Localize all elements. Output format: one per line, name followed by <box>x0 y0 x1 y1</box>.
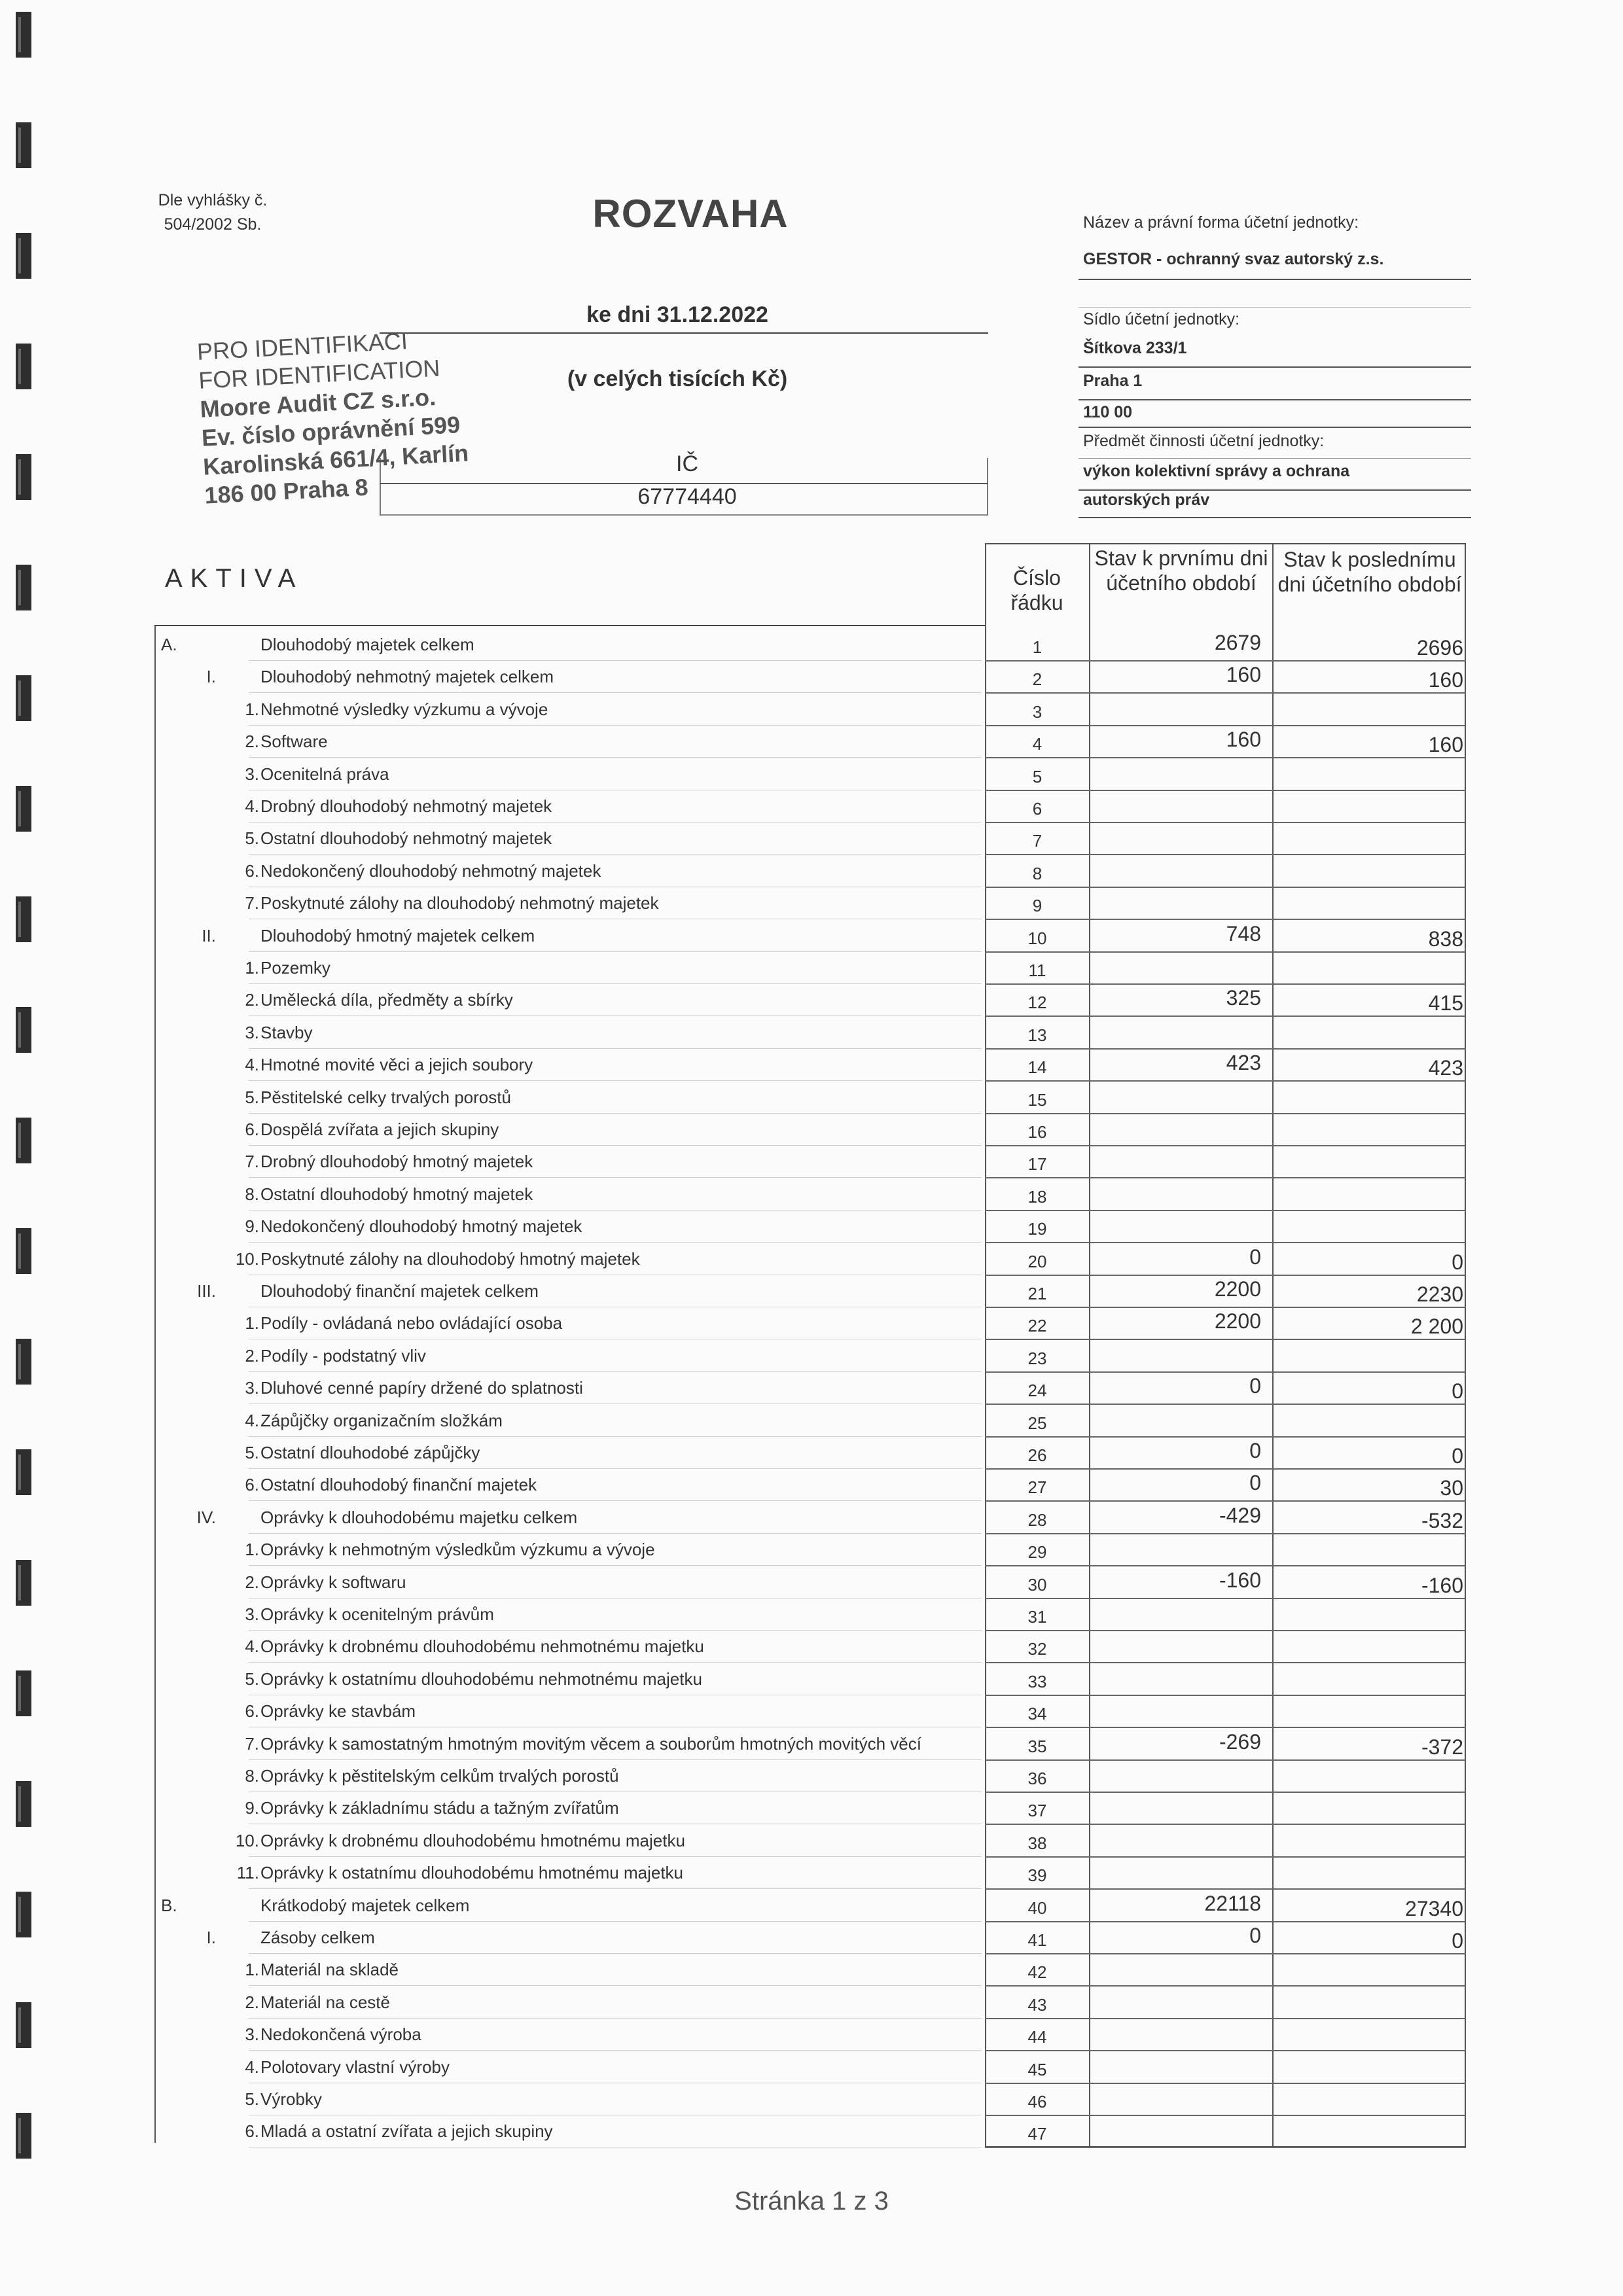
row-label: Krátkodobý majetek celkem <box>260 1895 470 1915</box>
row-label: Oprávky k dlouhodobému majetku celkem <box>260 1507 578 1527</box>
row-label: Dluhové cenné papíry držené do splatnosti <box>260 1378 583 1398</box>
table-row <box>0 1050 1623 1082</box>
row-mark: 6. <box>245 1120 259 1139</box>
binder-hole <box>16 344 31 389</box>
row-mark: IV. <box>196 1507 216 1527</box>
value-last-day: -160 <box>1421 1573 1463 1597</box>
value-last-day: -532 <box>1421 1508 1463 1532</box>
row-mark: 6. <box>245 860 259 881</box>
row-number: 40 <box>1027 1898 1047 1918</box>
value-first-day: 0 <box>1249 1245 1261 1269</box>
table-row <box>0 1858 1623 1890</box>
binder-hole <box>16 454 31 500</box>
table-row <box>0 2019 1623 2051</box>
row-divider <box>249 660 982 661</box>
row-label: Hmotné movité věci a jejich soubory <box>260 1055 533 1075</box>
value-first-day: 160 <box>1226 728 1261 752</box>
table-row <box>0 1954 1623 1987</box>
row-number: 35 <box>1027 1736 1047 1756</box>
row-mark: 1. <box>245 699 259 719</box>
table-row <box>0 1470 1623 1502</box>
value-last-day: 160 <box>1428 668 1463 692</box>
row-label: Mladá a ostatní zvířata a jejich skupiny <box>260 2121 553 2142</box>
value-last-day: 423 <box>1428 1056 1463 1080</box>
row-mark: 6. <box>245 1701 259 1722</box>
row-label: Zásoby celkem <box>260 1928 375 1947</box>
row-number: 34 <box>1027 1704 1047 1724</box>
row-number: 38 <box>1027 1833 1047 1853</box>
entity-name: GESTOR - ochranný svaz autorský z.s. <box>1083 250 1384 268</box>
table-row <box>0 1922 1623 1954</box>
table-row <box>0 1729 1623 1761</box>
row-mark: 4. <box>245 2057 259 2077</box>
table-row <box>0 1179 1623 1211</box>
col-header-last-day: Stav k poslednímu dni účetního období <box>1277 548 1462 596</box>
row-label: Ostatní dlouhodobý finanční majetek <box>260 1475 537 1495</box>
row-label: Oprávky ke stavbám <box>260 1701 416 1722</box>
row-number: 21 <box>1027 1284 1047 1303</box>
row-label: Oprávky k ostatnímu dlouhodobému hmotnému majetku <box>260 1863 684 1883</box>
binder-hole <box>16 565 31 610</box>
table-row <box>0 1826 1623 1858</box>
table-row <box>0 694 1623 726</box>
row-mark: 3. <box>245 2024 259 2045</box>
table-row <box>0 921 1623 953</box>
binder-hole <box>16 12 31 58</box>
row-number: 5 <box>1032 766 1043 786</box>
row-number: 17 <box>1027 1154 1047 1174</box>
row-divider <box>249 2018 982 2019</box>
col-header-row-number: Číslo řádku <box>1010 566 1063 614</box>
row-number: 28 <box>1027 1510 1047 1530</box>
row-number: 32 <box>1027 1639 1047 1659</box>
table-row <box>0 1341 1623 1373</box>
row-mark: 3. <box>245 1604 259 1624</box>
row-divider <box>249 1468 982 1469</box>
row-label: Oprávky k ocenitelným právům <box>260 1604 494 1624</box>
row-number: 14 <box>1027 1057 1047 1078</box>
row-mark: I. <box>206 667 216 687</box>
row-mark: II. <box>202 925 216 945</box>
row-label: Materiál na skladě <box>260 1960 399 1980</box>
row-mark: 4. <box>245 796 259 816</box>
value-first-day: 0 <box>1249 1924 1261 1947</box>
table-row <box>0 759 1623 791</box>
table-row <box>0 1890 1623 1922</box>
row-number: 2 <box>1032 669 1043 690</box>
stamp-line: Moore Audit CZ s.r.o. <box>199 383 437 423</box>
row-mark: 4. <box>245 1055 259 1075</box>
row-divider <box>249 757 982 758</box>
row-mark: 5. <box>245 1669 259 1689</box>
row-label: Nedokončená výroba <box>260 2024 421 2045</box>
table-row <box>0 953 1623 985</box>
table-row <box>0 1405 1623 1438</box>
row-number: 13 <box>1027 1025 1047 1045</box>
divider <box>1079 427 1471 428</box>
row-number: 16 <box>1027 1122 1047 1142</box>
row-number: 26 <box>1027 1445 1047 1465</box>
row-label: Poskytnuté zálohy na dlouhodobý hmotný majetek <box>260 1248 640 1269</box>
row-number: 44 <box>1027 2027 1047 2047</box>
row-number: 31 <box>1027 1607 1047 1627</box>
row-divider <box>249 1630 982 1631</box>
row-mark: 1. <box>245 1540 259 1560</box>
value-last-day: 838 <box>1428 927 1463 951</box>
value-last-day: 415 <box>1428 991 1463 1016</box>
row-divider <box>249 1662 982 1663</box>
row-label: Dlouhodobý finanční majetek celkem <box>260 1281 539 1301</box>
stamp-line: PRO IDENTIFIKACI <box>196 327 408 365</box>
value-first-day: 2200 <box>1214 1309 1261 1333</box>
row-divider <box>249 1371 982 1372</box>
col-header-first-day: Stav k prvnímu dni účetního období <box>1094 546 1268 595</box>
table-row <box>0 985 1623 1017</box>
value-first-day: 0 <box>1249 1471 1261 1495</box>
row-divider <box>249 854 982 855</box>
ic-label: IČ <box>676 451 698 476</box>
row-number: 33 <box>1027 1671 1047 1691</box>
row-divider <box>249 1533 982 1534</box>
stamp-line: FOR IDENTIFICATION <box>198 354 441 394</box>
row-label: Oprávky k samostatným hmotným movitým věcem a souborům hmotných movitých věcí <box>260 1733 921 1754</box>
row-mark: B. <box>161 1895 177 1915</box>
row-number: 42 <box>1027 1962 1047 1983</box>
row-label: Dospělá zvířata a jejich skupiny <box>260 1120 499 1139</box>
table-row <box>0 629 1623 662</box>
row-mark: 10. <box>235 1248 259 1269</box>
value-first-day: 160 <box>1226 663 1261 687</box>
row-number: 12 <box>1027 993 1047 1013</box>
row-label: Oprávky k ostatnímu dlouhodobému nehmotnému majetku <box>260 1669 702 1689</box>
table-row <box>0 791 1623 823</box>
row-mark: 4. <box>245 1410 259 1430</box>
row-label: Oprávky k drobnému dlouhodobému hmotnému majetku <box>260 1830 685 1850</box>
value-first-day: 0 <box>1249 1374 1261 1398</box>
seat-zip: 110 00 <box>1083 403 1133 421</box>
row-label: Drobný dlouhodobý hmotný majetek <box>260 1152 533 1172</box>
table-row <box>0 1017 1623 1050</box>
table-row <box>0 1211 1623 1243</box>
stamp-line: 186 00 Praha 8 <box>204 473 369 509</box>
section-title: AKTIVA <box>165 564 304 593</box>
row-number: 47 <box>1027 2124 1047 2144</box>
table-row <box>0 1438 1623 1470</box>
seat-label: Sídlo účetní jednotky: <box>1083 310 1240 328</box>
row-number: 30 <box>1027 1574 1047 1595</box>
row-label: Polotovary vlastní výroby <box>260 2057 450 2077</box>
row-mark: 11. <box>236 1863 259 1883</box>
row-mark: 7. <box>245 1733 259 1754</box>
row-divider <box>249 1113 982 1114</box>
table-row <box>0 1761 1623 1793</box>
audit-stamp <box>196 322 506 510</box>
row-number: 8 <box>1032 863 1043 883</box>
table-row <box>0 856 1623 888</box>
table-row <box>0 1502 1623 1534</box>
units-note: (v celých tisících Kč) <box>567 366 788 391</box>
table-row <box>0 1793 1623 1825</box>
row-number: 36 <box>1027 1769 1047 1788</box>
row-label: Pěstitelské celky trvalých porostů <box>260 1087 511 1107</box>
row-number: 10 <box>1027 928 1047 948</box>
divider <box>1079 366 1471 368</box>
row-number: 27 <box>1027 1477 1047 1498</box>
row-label: Dlouhodobý hmotný majetek celkem <box>260 925 535 945</box>
row-label: Software <box>260 732 328 752</box>
row-label: Oprávky k nehmotným výsledkům výzkumu a vývoje <box>260 1540 655 1560</box>
row-label: Oprávky k softwaru <box>260 1572 406 1592</box>
row-number: 6 <box>1032 799 1043 819</box>
value-last-day: 2696 <box>1416 636 1463 660</box>
divider <box>1079 517 1471 518</box>
row-divider <box>249 1145 982 1146</box>
table-row <box>0 1567 1623 1599</box>
row-mark: 1. <box>245 1960 259 1980</box>
row-mark: III. <box>197 1281 216 1301</box>
table-row <box>0 1082 1623 1114</box>
activity-line: autorských práv <box>1083 491 1210 509</box>
row-mark: 2. <box>245 1572 259 1592</box>
row-divider <box>249 692 982 693</box>
row-label: Nedokončený dlouhodobý hmotný majetek <box>260 1216 582 1237</box>
balance-date: ke dni 31.12.2022 <box>586 302 768 327</box>
row-label: Poskytnuté zálohy na dlouhodobý nehmotný majetek <box>260 893 659 913</box>
row-divider <box>249 1759 982 1760</box>
table-top-border <box>154 625 986 626</box>
table-row <box>0 1631 1623 1663</box>
row-number: 39 <box>1027 1865 1047 1886</box>
row-label: Stavby <box>260 1022 313 1042</box>
row-divider <box>249 1500 982 1501</box>
value-first-day: 0 <box>1249 1439 1261 1462</box>
row-mark: 3. <box>245 1378 259 1398</box>
divider <box>1079 399 1471 400</box>
row-number: 37 <box>1027 1801 1047 1821</box>
row-number: 1 <box>1032 637 1043 657</box>
table-row <box>0 1987 1623 2019</box>
row-divider <box>249 1953 982 1954</box>
page-number: Stránka 1 z 3 <box>734 2187 889 2216</box>
row-mark: 2. <box>245 1345 259 1366</box>
row-mark: 5. <box>245 1443 259 1462</box>
row-number: 45 <box>1027 2059 1047 2079</box>
row-label: Nedokončený dlouhodobý nehmotný majetek <box>260 860 601 881</box>
row-label: Drobný dlouhodobý nehmotný majetek <box>260 796 552 816</box>
row-divider <box>249 1856 982 1857</box>
row-number: 41 <box>1027 1930 1047 1950</box>
row-number: 15 <box>1027 1089 1047 1110</box>
row-divider <box>249 1048 982 1049</box>
binder-hole <box>16 233 31 279</box>
row-mark: 9. <box>245 1798 259 1818</box>
value-first-day: -429 <box>1219 1503 1261 1527</box>
row-mark: 7. <box>245 1152 259 1172</box>
ic-value: 67774440 <box>637 484 737 509</box>
row-divider <box>249 951 982 952</box>
table-row <box>0 662 1623 694</box>
activity-label: Předmět činnosti účetní jednotky: <box>1083 432 1325 450</box>
row-number: 46 <box>1027 2092 1047 2111</box>
row-divider <box>249 1080 982 1081</box>
row-number: 23 <box>1027 1348 1047 1368</box>
row-label: Ostatní dlouhodobé zápůjčky <box>260 1443 480 1462</box>
row-label: Dlouhodobý nehmotný majetek celkem <box>260 667 554 687</box>
row-label: Ostatní dlouhodobý hmotný majetek <box>260 1184 533 1204</box>
row-divider <box>249 1242 982 1243</box>
seat-street: Šítkova 233/1 <box>1083 339 1187 357</box>
activity-line: výkon kolektivní správy a ochrana <box>1083 462 1350 480</box>
row-divider <box>249 725 982 726</box>
row-mark: 9. <box>245 1216 259 1237</box>
value-first-day: 2679 <box>1214 631 1261 654</box>
row-divider <box>249 1436 982 1437</box>
table-row <box>0 1244 1623 1276</box>
row-label: Umělecká díla, předměty a sbírky <box>260 990 513 1010</box>
regulation-reference: Dle vyhlášky č. 504/2002 Sb. <box>158 191 268 234</box>
row-label: Ostatní dlouhodobý nehmotný majetek <box>260 828 552 849</box>
value-last-day: 0 <box>1452 1444 1463 1468</box>
row-mark: 5. <box>245 2089 259 2109</box>
row-number: 3 <box>1032 701 1043 722</box>
row-mark: 1. <box>245 1313 259 1333</box>
row-label: Dlouhodobý majetek celkem <box>260 635 474 654</box>
value-first-day: -160 <box>1219 1568 1261 1592</box>
divider <box>1079 458 1471 459</box>
value-last-day: 0 <box>1452 1929 1463 1952</box>
row-number: 9 <box>1032 896 1043 916</box>
row-mark: 3. <box>245 764 259 784</box>
value-last-day: 2230 <box>1416 1282 1463 1306</box>
table-row <box>0 1114 1623 1146</box>
row-mark: 2. <box>245 990 259 1010</box>
row-mark: A. <box>161 635 177 654</box>
document-title: ROZVAHA <box>592 192 789 236</box>
value-first-day: -269 <box>1219 1729 1261 1754</box>
row-label: Pozemky <box>260 958 330 978</box>
value-last-day: 2 200 <box>1410 1315 1463 1339</box>
row-mark: 6. <box>245 1475 259 1495</box>
seat-city: Praha 1 <box>1083 372 1143 390</box>
row-mark: 2. <box>245 1992 259 2012</box>
row-number: 18 <box>1027 1186 1047 1207</box>
row-label: Oprávky k drobnému dlouhodobému nehmotnému majetku <box>260 1636 704 1657</box>
row-label: Výrobky <box>260 2089 322 2109</box>
row-divider <box>249 1177 982 1178</box>
table-row <box>0 2052 1623 2084</box>
row-label: Podíly - podstatný vliv <box>260 1345 426 1366</box>
row-label: Zápůjčky organizačním složkám <box>260 1410 503 1430</box>
value-last-day: 30 <box>1440 1476 1463 1500</box>
table-row <box>0 1146 1623 1178</box>
value-first-day: 22118 <box>1204 1891 1261 1915</box>
table-row <box>0 888 1623 920</box>
row-divider <box>249 983 982 984</box>
divider <box>1079 279 1471 280</box>
row-label: Nehmotné výsledky výzkumu a vývoje <box>260 699 548 719</box>
row-mark: 1. <box>245 958 259 978</box>
table-row <box>0 1276 1623 1308</box>
row-number: 24 <box>1027 1381 1047 1401</box>
row-mark: I. <box>206 1928 216 1947</box>
row-mark: 4. <box>245 1636 259 1657</box>
row-number: 25 <box>1027 1413 1047 1433</box>
row-number: 4 <box>1032 734 1043 754</box>
row-divider <box>249 1565 982 1566</box>
row-mark: 5. <box>245 828 259 849</box>
stamp-line: Karolinská 661/4, Karlín <box>202 439 470 480</box>
row-divider <box>249 1921 982 1922</box>
table-row <box>0 1696 1623 1728</box>
row-mark: 8. <box>245 1766 259 1786</box>
row-mark: 10. <box>235 1830 259 1850</box>
row-divider <box>249 1985 982 1986</box>
value-first-day: 325 <box>1226 986 1261 1010</box>
row-divider <box>985 2147 1466 2148</box>
table-row <box>0 1373 1623 1405</box>
row-number: 7 <box>1032 831 1043 851</box>
table-row <box>0 823 1623 855</box>
value-last-day: 160 <box>1428 733 1463 757</box>
stamp-line: Ev. číslo oprávnění 599 <box>200 411 461 451</box>
row-mark: 5. <box>245 1087 259 1107</box>
row-number: 19 <box>1027 1219 1047 1239</box>
binder-hole <box>16 122 31 168</box>
table-row <box>0 1534 1623 1566</box>
row-label: Materiál na cestě <box>260 1992 390 2012</box>
table-row <box>0 726 1623 758</box>
value-last-day: -372 <box>1421 1735 1463 1759</box>
table-row <box>0 2116 1623 2148</box>
row-mark: 2. <box>245 732 259 752</box>
row-number: 22 <box>1027 1316 1047 1336</box>
row-number: 20 <box>1027 1251 1047 1271</box>
row-divider <box>249 1888 982 1889</box>
row-label: Oprávky k základnímu stádu a tažným zvířatům <box>260 1798 619 1818</box>
value-last-day: 0 <box>1452 1250 1463 1274</box>
value-last-day: 0 <box>1452 1379 1463 1404</box>
entity-name-label: Název a právní forma účetní jednotky: <box>1083 213 1359 232</box>
value-first-day: 423 <box>1226 1051 1261 1075</box>
row-mark: 8. <box>245 1184 259 1204</box>
row-divider <box>249 2050 982 2051</box>
table-row <box>0 2084 1623 2116</box>
value-first-day: 2200 <box>1214 1277 1261 1301</box>
value-first-day: 748 <box>1226 921 1261 945</box>
row-mark: 7. <box>245 893 259 913</box>
table-row <box>0 1664 1623 1696</box>
row-mark: 3. <box>245 1022 259 1042</box>
row-number: 11 <box>1028 961 1046 980</box>
table-row <box>0 1308 1623 1340</box>
row-label: Podíly - ovládaná nebo ovládající osoba <box>260 1313 563 1333</box>
row-number: 29 <box>1027 1542 1047 1563</box>
row-number: 43 <box>1027 1994 1047 2015</box>
value-last-day: 27340 <box>1405 1896 1463 1920</box>
row-label: Ocenitelná práva <box>260 764 389 784</box>
row-mark: 6. <box>245 2121 259 2142</box>
table-row <box>0 1599 1623 1631</box>
row-label: Oprávky k pěstitelským celkům trvalých porostů <box>260 1766 619 1786</box>
